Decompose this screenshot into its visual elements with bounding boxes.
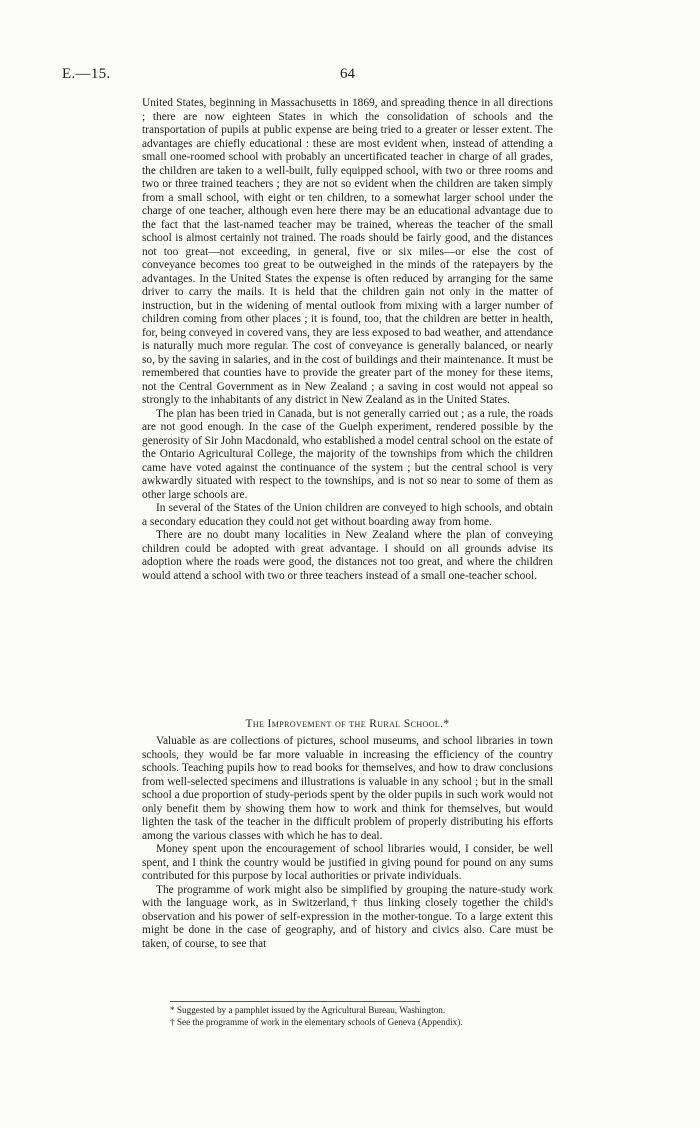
paragraph: The programme of work might also be simplified by grouping the nature-study work with the language work, as in Switzerland,† thus linking closely together the child's observation and his power of self-expression in the mother-tongue. To a large extent this might be done in the case of geography, and of history and civics also. Care must be taken, of course, to see that — [142, 883, 553, 950]
document-reference: E.—15. — [62, 66, 111, 82]
footnote: † See the programme of work in the elementary schools of Geneva (Appendix). — [170, 1017, 463, 1027]
body-text-section-2 — [142, 735, 553, 951]
paragraph: United States, beginning in Massachusetts in 1869, and spreading thence in all directions ; there are now eighteen States in which the consolidation of schools and the transportation of pupils at public expense are being tried to a greater or lesser extent. The advantages are chiefly educational : these are most evident when, instead of attending a small one-roomed school with probably an uncertificated teacher in charge of all grades, the children are taken to a well-built, fully equipped school, with two or three rooms and two or three trained teachers ; they are not so evident when the children are taken simply from a small school, with eight or ten children, to a somewhat larger school under the charge of one teacher, although even here there may be an educational advantage due to the fact that the last-named teacher may be trained, whereas the teacher of the small school is almost certainly not trained. The roads should be fairly good, and the distances not too great—not exceeding, in general, five or six miles—or else the cost of conveyance becomes too great to be outweighed in the minds of the ratepayers by the advantages. In the United States the expense is often reduced by arranging for the same driver to carry the mails. It is held that the children gain not only in the matter of instruction, but in the widening of mental outlook from mixing with a larger number of children coming from other places ; it is found, too, that the children are better in health, for, being conveyed in covered vans, they are less exposed to bad weather, and attendance is naturally much more regular. The cost of conveyance is generally balanced, or nearly so, by the saving in salaries, and in the cost of buildings and their maintenance. It must be remembered that counties have to provide the greater part of the money for these items, not the Central Government as in New Zealand ; a saving in cost would not appeal so strongly to the inhabitants of any district in New Zealand as in the United States. — [142, 97, 553, 406]
paragraph: Money spent upon the encouragement of school libraries would, I consider, be well spent, and I think the country would be justified in giving pound for pound on any sums contributed for this purpose by local authorities or private individuals. — [142, 843, 553, 882]
page-number: 64 — [340, 66, 355, 82]
paragraph: Valuable as are collections of pictures, school museums, and school libraries in town schools, they would be far more valuable in increasing the efficiency of the country schools. Teaching pupils how to read books for themselves, and how to draw conclusions from well-selected specimens and illustrations is valuable in any school ; but in the small school a due proportion of study-periods spent by the older pupils in such work would not only benefit them by showing them how to work and think for themselves, but would lighten the task of the teacher in the difficult problem of properly distributing his efforts among the various classes with which he has to deal. — [142, 735, 553, 842]
footnote-divider — [170, 1001, 420, 1002]
footnote: * Suggested by a pamphlet issued by the Agricultural Bureau, Washington. — [170, 1005, 446, 1015]
paragraph: In several of the States of the Union children are conveyed to high schools, and obtain a secondary education they could not get without boarding away from home. — [142, 502, 553, 528]
body-text-section-1 — [142, 97, 553, 583]
paragraph: The plan has been tried in Canada, but is not generally carried out ; as a rule, the roads are not good enough. In the case of the Guelph experiment, rendered possible by the generosity of Sir John Macdonald, who established a model central school on the estate of the Ontario Agricultural College, the majority of the townships from which the children came have voted against the continuance of the system ; but the central school is very awkwardly situated with respect to the townships, and is not so near to some of them as other large schools are. — [142, 407, 553, 501]
footnotes — [170, 1004, 560, 1028]
section-heading: The Improvement of the Rural School.* — [245, 718, 450, 730]
paragraph: There are no doubt many localities in New Zealand where the plan of conveying children could be adopted with great advantage. I should on all grounds advise its adoption where the roads were good, the distances not too great, and where the children would attend a school with two or three teachers instead of a small one-teacher school. — [142, 529, 553, 582]
